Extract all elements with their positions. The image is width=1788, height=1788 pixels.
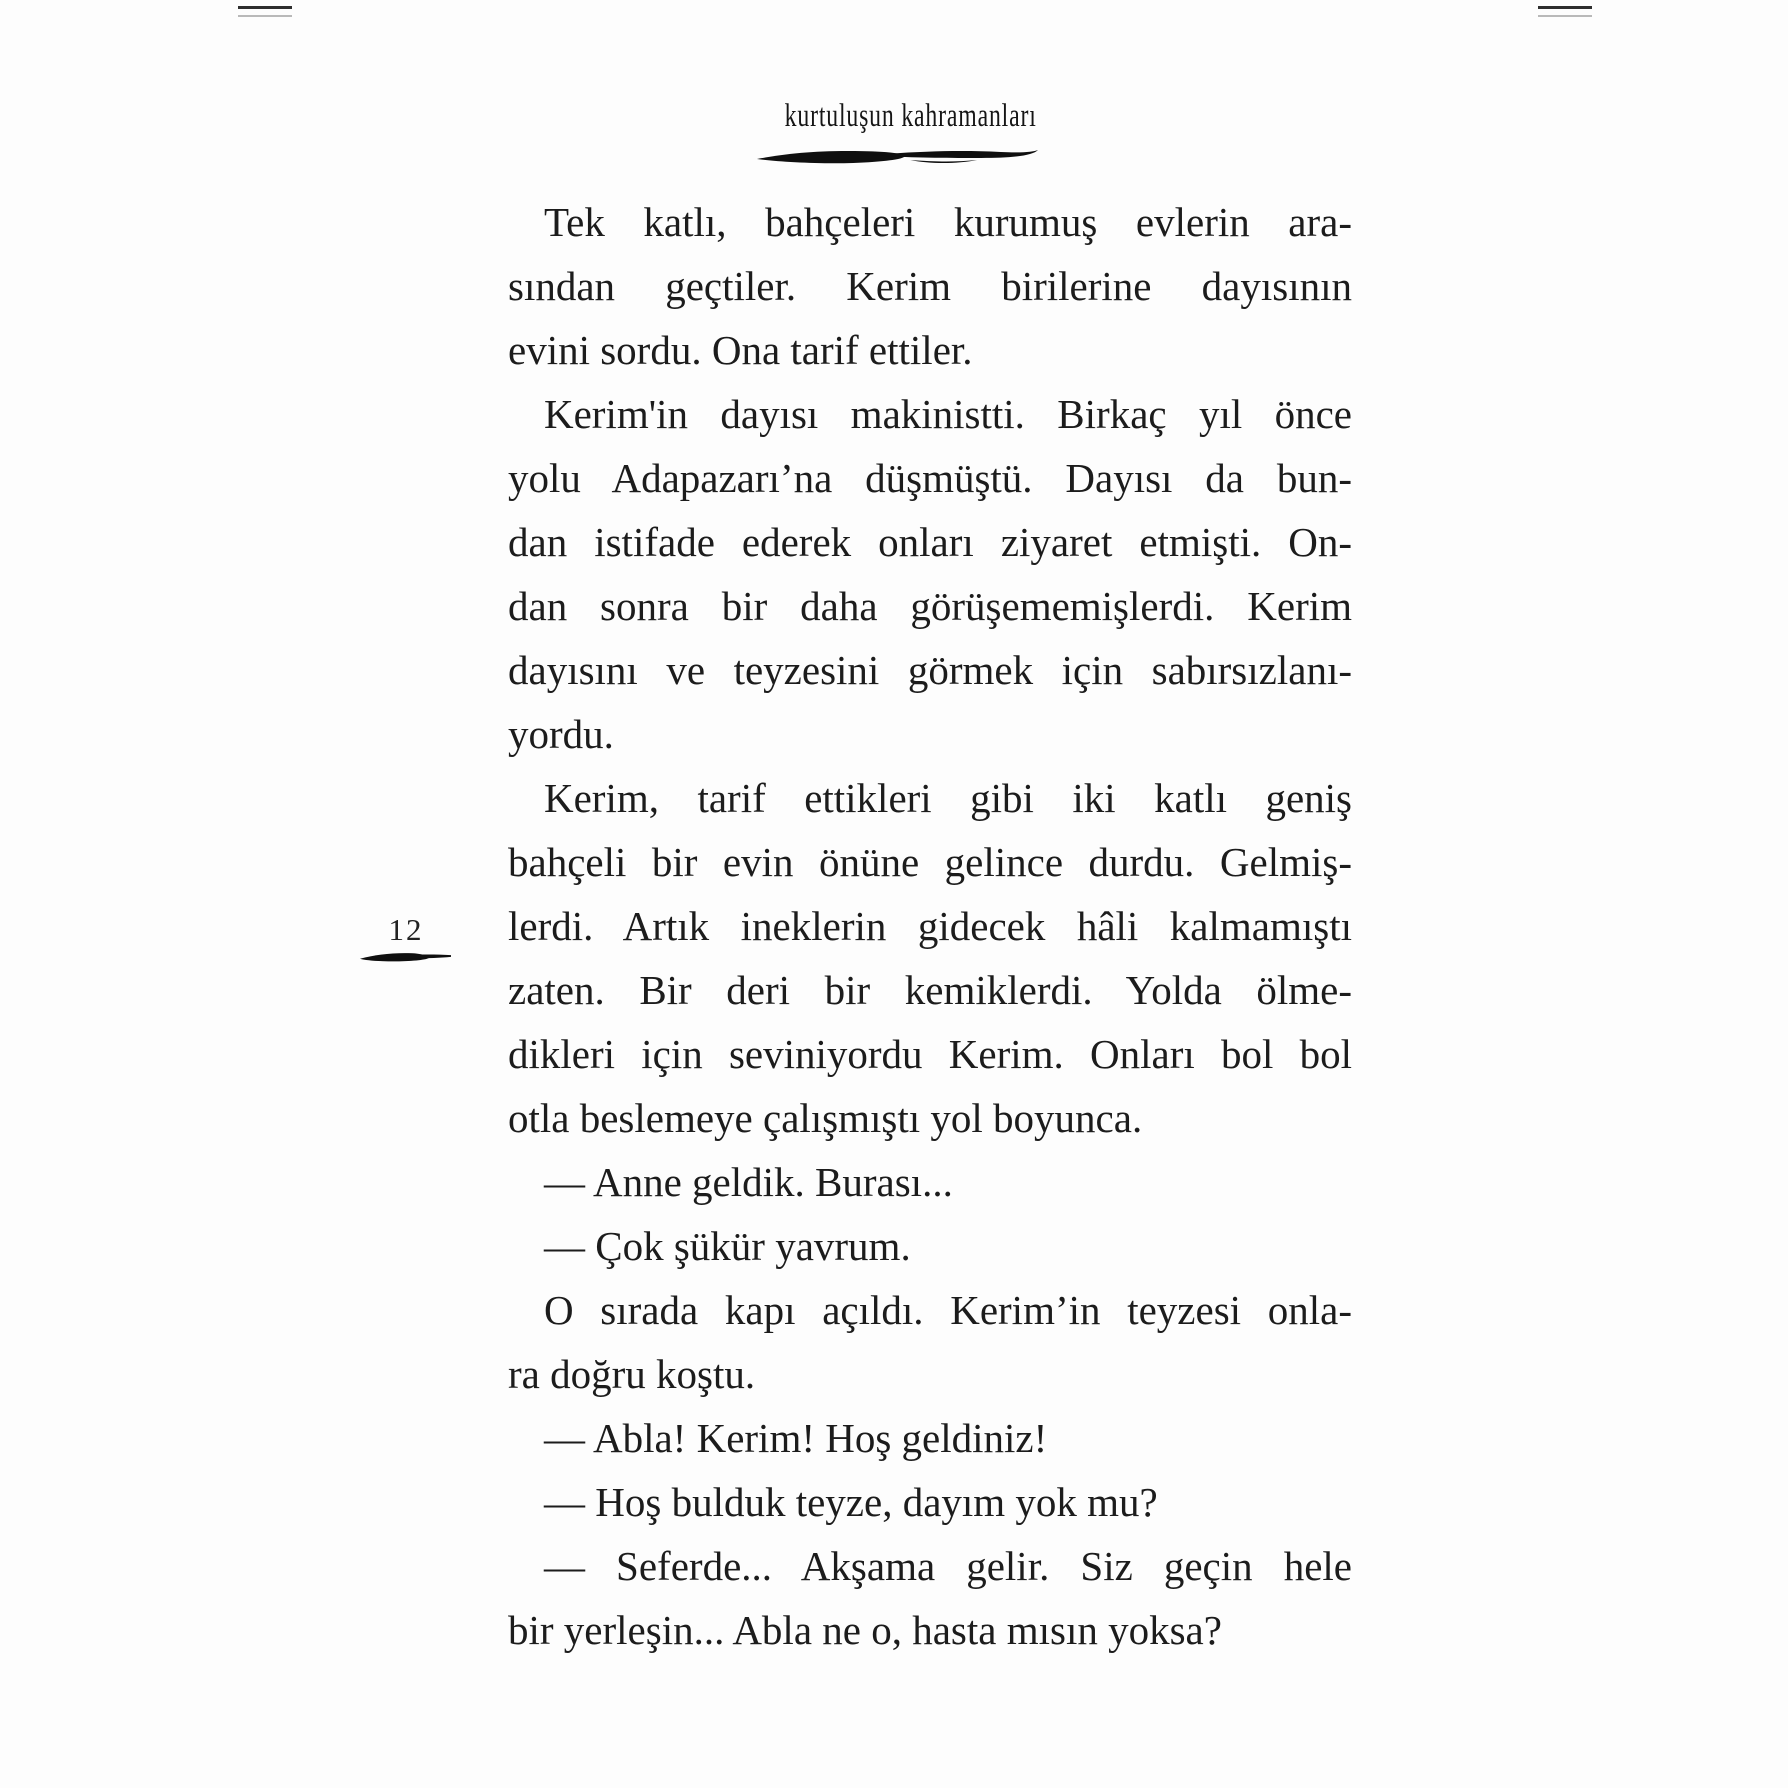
text-line: O sırada kapı açıldı. Kerim’in teyzesi onla- [544,1287,1352,1333]
text-line: evini sordu. Ona tarif ettiler. [508,327,973,373]
top-left-edge-mark [238,6,292,17]
text-line: Tek katlı, bahçeleri kurumuş evlerin ara- [544,199,1352,245]
paragraph [508,382,1352,766]
page-number: 12 [388,912,424,947]
text-line: — Çok şükür yavrum. [544,1223,911,1269]
paragraph [508,1406,1352,1470]
text-line: — Seferde... Akşama gelir. Siz geçin hele [544,1543,1352,1589]
text-line: yolu Adapazarı’na düşmüştü. Dayısı da bun- [508,455,1352,501]
text-line: otla beslemeye çalışmıştı yol boyunca. [508,1095,1143,1141]
text-line: zaten. Bir deri bir kemiklerdi. Yolda ölme- [508,967,1352,1013]
text-line: sından geçtiler. Kerim birilerine dayısının [508,263,1352,309]
paragraph [508,1214,1352,1278]
text-column [508,190,1352,1662]
text-line: bahçeli bir evin önüne gelince durdu. Gelmiş- [508,839,1352,885]
header-swash-icon [755,143,1040,167]
text-line: lerdi. Artık ineklerin gidecek hâli kalmamıştı [508,903,1352,949]
paragraph [508,766,1352,1150]
text-line: ra doğru koştu. [508,1351,756,1397]
text-line: — Hoş bulduk teyze, dayım yok mu? [544,1479,1158,1525]
running-header-title: kurtuluşun kahramanları [785,98,1037,134]
text-line: — Anne geldik. Burası... [544,1159,953,1205]
text-line: Kerim'in dayısı makinistti. Birkaç yıl önce [544,391,1352,437]
text-line: dikleri için seviniyordu Kerim. Onları bol bol [508,1031,1352,1077]
page-number-block [356,914,456,965]
paragraph [508,1278,1352,1406]
paragraph [508,1534,1352,1662]
text-line: bir yerleşin... Abla ne o, hasta mısın yoksa? [508,1607,1222,1653]
text-line: Kerim, tarif ettikleri gibi iki katlı geniş [544,775,1352,821]
running-header [711,100,1111,133]
page-number-swash-icon [358,947,454,965]
paragraph [508,1470,1352,1534]
paragraph [508,1150,1352,1214]
text-line: dayısını ve teyzesini görmek için sabırsızlanı- [508,647,1352,693]
text-line: dan istifade ederek onları ziyaret etmişti. On- [508,519,1352,565]
top-right-edge-mark [1538,6,1592,17]
text-line: dan sonra bir daha görüşememişlerdi. Kerim [508,583,1352,629]
text-line: yordu. [508,711,614,757]
paragraph [508,190,1352,382]
text-line: — Abla! Kerim! Hoş geldiniz! [544,1415,1048,1461]
